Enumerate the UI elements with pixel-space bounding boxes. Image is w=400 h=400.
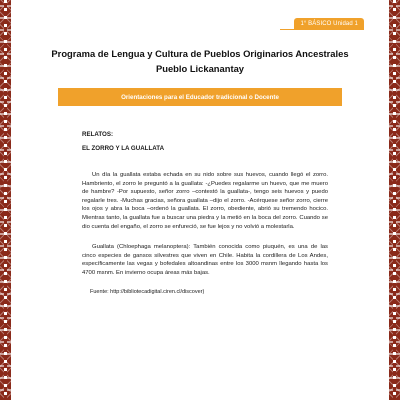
- orientation-banner: [58, 88, 342, 106]
- species-paragraph: Guallata (Chloephaga melanoptera): También conocida como piuquén, es una de las cinco especies de gansos silvestres que viven en Chile. Habita la cordillera de Los Andes, específicamente las vegas y bofedales altoandinas entre los 3000 msnm llegando hasta los 4700 msnm. En invierno ocupa áreas más bajas.: [82, 244, 328, 276]
- people-title: Pueblo Lickanantay: [155, 63, 245, 74]
- source-citation: Fuente: http://bibliotecadigital.ciren.cl/discover): [90, 289, 205, 295]
- section-label: RELATOS:: [82, 131, 114, 138]
- orientation-banner-label: Orientaciones para el Educador tradicional o Docente: [121, 93, 279, 101]
- unit-badge: 1° BÁSICO Unidad 1: [294, 18, 364, 30]
- program-title: Programa de Lengua y Cultura de Pueblos Originarios Ancestrales: [51, 48, 349, 59]
- unit-divider: [280, 29, 364, 30]
- story-paragraph: Un día la guallata estaba echada en su nido sobre sus huevos, cuando llegó el zorro. Hambriento, el zorro le preguntó a la guallata: -¿Puedes regalarme un huevo, que me muero de hambre? -Por supuesto, señor zorro –contestó la guallata-, tengo seis huevos y puedo regalarle tres. -Muchas gracias, señora guallata –dijo el zorro. -Acérquese señor zorro, cierre los ojos y abra la boca –ordenó la guallata. El zorro, obediente, abrió su tremendo hocico. Mientras tanto, la guallata fue a buscar una piedra y la metió en la boca del zorro. Cuando se dio cuenta del engaño, el zorro se enfureció, se fue lejos y no volvió a molestarla.: [82, 172, 328, 230]
- decorative-border-left: [0, 0, 11, 400]
- story-title: EL ZORRO Y LA GUALLATA: [82, 145, 165, 152]
- decorative-border-right: [389, 0, 400, 400]
